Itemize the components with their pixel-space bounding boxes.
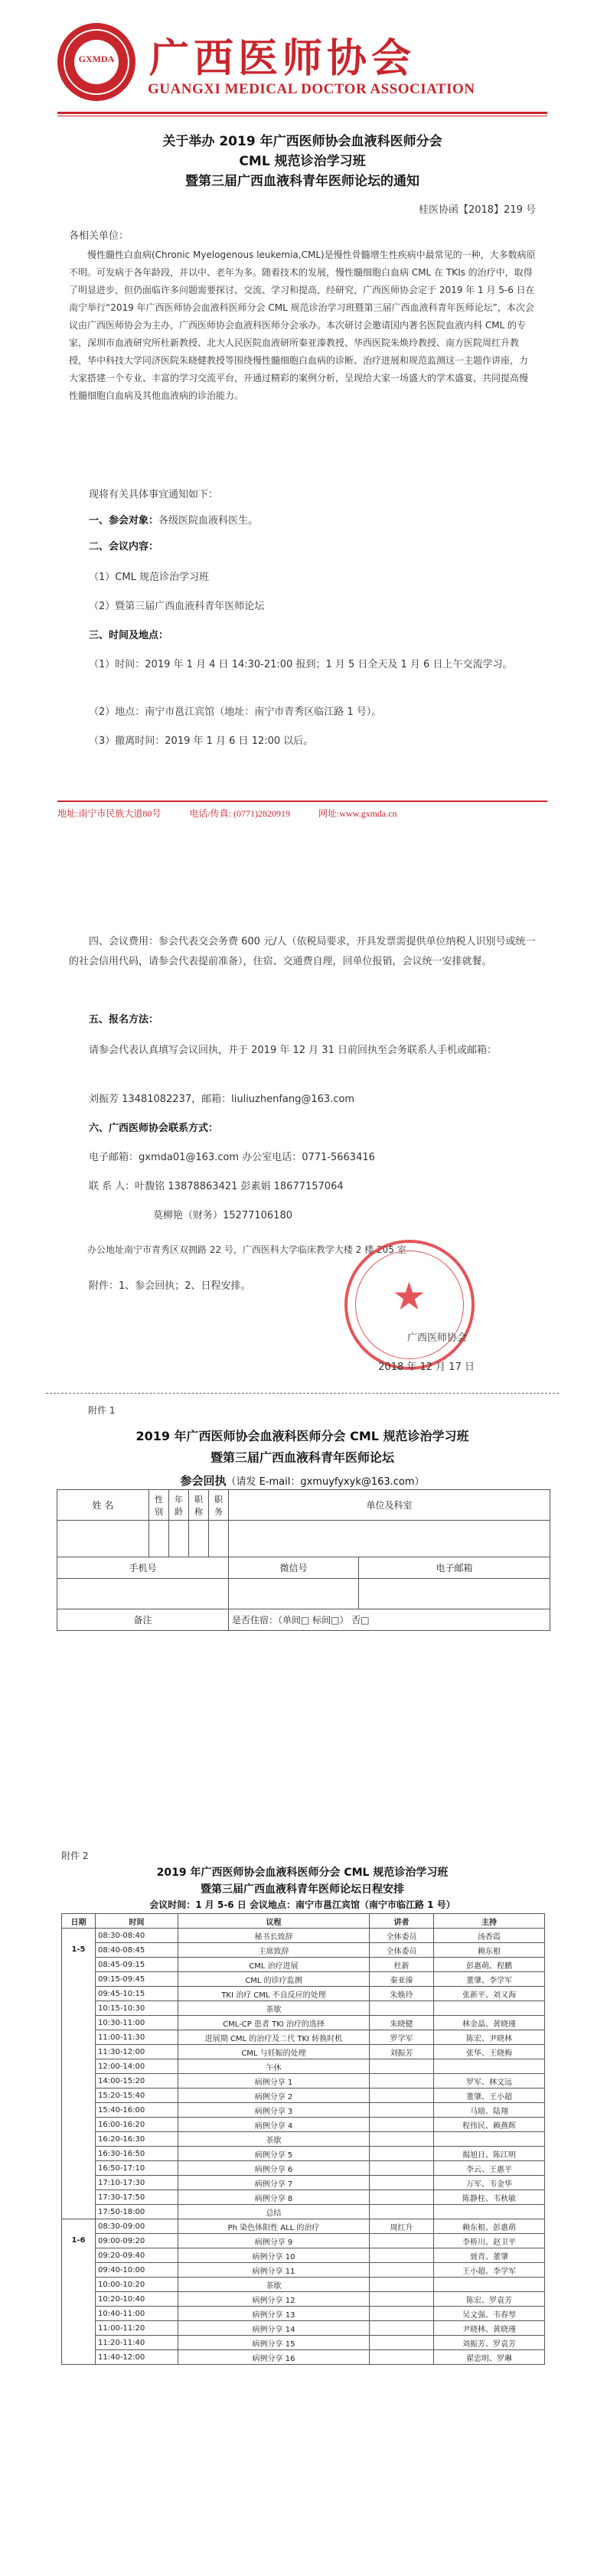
schedule-host: 赖东根、彭惠萌 — [434, 2219, 545, 2234]
schedule-row — [62, 2263, 545, 2278]
lead-text: 现将有关具体事宜通知如下： — [89, 489, 219, 501]
receipt-col-stay[interactable]: 是否住宿：（单间□ 标间□） 否□ — [229, 1609, 550, 1631]
org-name-cn: 广西医师协会 — [149, 35, 416, 82]
schedule-host: 李桥川、赵卫平 — [434, 2234, 545, 2248]
schedule-speaker — [370, 2263, 434, 2278]
schedule-agenda: 茶歇 — [178, 2132, 370, 2147]
schedule-time: 08:40-08:45 — [96, 1943, 178, 1958]
schedule-row — [62, 2132, 545, 2147]
schedule-time: 09:00-09:20 — [96, 2234, 178, 2248]
schedule-speaker — [370, 2321, 434, 2336]
schedule-speaker — [370, 2190, 434, 2205]
receipt-wechat-cell[interactable] — [229, 1579, 359, 1609]
schedule-host — [434, 2132, 545, 2147]
schedule-time: 11:00-11:20 — [96, 2321, 178, 2336]
schedule-host: 彭惠萌、程鹏 — [434, 1958, 545, 1972]
schedule-row — [62, 2059, 545, 2074]
schedule-time: 08:45-09:15 — [96, 1958, 178, 1972]
annex-1-label: 附件 1 — [88, 1405, 116, 1416]
schedule-speaker — [370, 2336, 434, 2350]
schedule-agenda: 病例分享 11 — [178, 2263, 370, 2278]
intro-paragraph: 慢性髓性白血病(Chronic Myelogenous leukemia,CML)是慢性骨髓增生性疾病中最常见的一种，大多数病原不明。可发病于各年龄段，并以中、老年为多。随着技术的发展，慢性髓细胞白血病 CML 在 TKIs 的治疗中，取得了明显进步，但仍面临许多问题需要探讨、交流、学习和提高，经研究，广西医师协会定于 2019 年 1 月 5-6 日在南宁举行“2019 年广西医师协会血液科医师分会 CML 规范诊治学习班暨第三届广西血液科青年医师论坛”，本次会议由广西医师协会为主办，广西医师协会血液科医师分会承办。本次研讨会邀请国内著名医院血液内科 CML 的专家，深圳市血液研究所杜新教授、北大人民医院血液研所秦亚溱教授、华西医院朱焕玲教授、南方医院周红升教授，华中科技大学同济医院朱晓健教授等围绕慢性髓细胞白血病的诊断、治疗进展和规范监测这一主题作讲座，力大家搭建一个专业、丰富的学习交流平台，开通过精彩的案例分析，呈现给大家一场盛大的学术盛宴，共同提高慢性髓细胞白血病及其他血液病的诊治能力。 — [69, 249, 536, 401]
signer: 广西医师协会 — [406, 1332, 467, 1344]
schedule-agenda: 病例分享 8 — [178, 2190, 370, 2205]
receipt-title: 参会回执 — [180, 1474, 227, 1488]
schedule-row — [62, 2045, 545, 2059]
schedule-agenda: 病例分享 9 — [178, 2234, 370, 2248]
schedule-host: 聂青、董肇 — [434, 2248, 545, 2263]
schedule-time: 16:00-16:20 — [96, 2118, 178, 2132]
schedule-speaker — [370, 2307, 434, 2321]
schedule-time: 15:40-16:00 — [96, 2103, 178, 2118]
receipt-col-age: 年龄 — [169, 1490, 189, 1521]
schedule-row — [62, 2074, 545, 2089]
schedule-row — [62, 2321, 545, 2336]
schedule-agenda: CML 治疗进展 — [178, 1958, 370, 1972]
schedule-speaker — [370, 2103, 434, 2118]
schedule-speaker: 杜新 — [370, 1958, 434, 1972]
schedule-speaker — [370, 2089, 434, 2103]
schedule-speaker — [370, 2248, 434, 2263]
footer-rule — [57, 801, 547, 802]
schedule-host: 陈宏、罗袁芳 — [434, 2292, 545, 2307]
document-number: 桂医协函【2018】219 号 — [418, 204, 536, 216]
schedule-speaker: 刘振芳 — [370, 2045, 434, 2059]
receipt-note: （请发 E-mail：gxmuyfyxyk@163.com） — [226, 1476, 425, 1488]
schedule-agenda: 茶歇 — [178, 2001, 370, 2016]
schedule-agenda: CML-CP 患者 TKI 治疗的选择 — [178, 2016, 370, 2030]
section-3-item-2: （2）地点：南宁市邕江宾馆（地址：南宁市青秀区临江路 1 号）。 — [89, 706, 382, 718]
section-6-finance: 莫柳艳（财务）15277106180 — [153, 1210, 292, 1221]
section-2-head: 二、会议内容： — [89, 541, 159, 553]
schedule-agenda: 进展期 CML 的治疗及二代 TKI 转换时机 — [178, 2030, 370, 2045]
section-3-item-3: （3）撤离时间：2019 年 1 月 6 日 12:00 以后。 — [89, 735, 314, 747]
annex-2-title-2: 暨第三届广西血液科青年医师论坛日程安排 — [201, 1883, 404, 1896]
notice-title-line2: CML 规范诊治学习班 — [239, 154, 366, 169]
schedule-agenda: 病例分享 10 — [178, 2248, 370, 2263]
footer-site: 网址:www.gxmda.cn — [318, 808, 397, 819]
receipt-col-email: 电子邮箱 — [359, 1557, 550, 1579]
schedule-host: 尹晓林、黄晓瑾 — [434, 2321, 545, 2336]
letterhead — [57, 23, 547, 103]
schedule-speaker — [370, 2059, 434, 2074]
schedule-time: 11:20-11:40 — [96, 2336, 178, 2350]
annex-1-title-1: 2019 年广西医师协会血液科医师分会 CML 规范诊治学习班 — [135, 1429, 469, 1443]
section-2-item-1: （1）CML 规范诊治学习班 — [89, 572, 209, 583]
schedule-time: 10:30-11:00 — [96, 2016, 178, 2030]
schedule-speaker — [370, 2234, 434, 2248]
footer-address: 地址:南宁市民族大道80号 — [57, 808, 162, 819]
schedule-table — [61, 1913, 545, 2365]
schedule-host: 翟忠明、罗琳 — [434, 2350, 545, 2365]
schedule-row — [62, 2147, 545, 2161]
schedule-agenda: 病例分享 2 — [178, 2089, 370, 2103]
section-6-head: 六、广西医师协会联系方式： — [89, 1123, 219, 1134]
header-rule — [57, 112, 547, 114]
schedule-time: 17:30-17:50 — [96, 2190, 178, 2205]
schedule-agenda: 病例分享 15 — [178, 2336, 370, 2350]
schedule-time: 10:15-10:30 — [96, 2001, 178, 2016]
schedule-time: 15:20-15:40 — [96, 2089, 178, 2103]
schedule-host: 陈宏、尹晓林 — [434, 2030, 545, 2045]
schedule-speaker: 全体委员 — [370, 1943, 434, 1958]
receipt-col-duty: 职务 — [209, 1490, 229, 1521]
schedule-time: 11:40-12:00 — [96, 2350, 178, 2365]
schedule-time: 17:10-17:30 — [96, 2176, 178, 2190]
schedule-host — [434, 2205, 545, 2219]
section-6-email[interactable]: 电子邮箱：gxmda01@163.com 办公室电话：0771-5663416 — [89, 1152, 375, 1163]
schedule-head-date: 日期 — [62, 1914, 96, 1929]
schedule-agenda: 病例分享 13 — [178, 2307, 370, 2321]
association-logo — [57, 23, 135, 101]
schedule-host: 程伟民、赖燕辉 — [434, 2118, 545, 2132]
schedule-row — [62, 2278, 545, 2292]
schedule-speaker: 朱焕玲 — [370, 1987, 434, 2001]
schedule-agenda: 病例分享 5 — [178, 2147, 370, 2161]
schedule-host: 董肇、王小超 — [434, 2089, 545, 2103]
schedule-row — [62, 2190, 545, 2205]
schedule-host: 汤香霞 — [434, 1929, 545, 1943]
schedule-agenda: 病例分享 12 — [178, 2292, 370, 2307]
schedule-row — [62, 1958, 545, 1972]
schedule-agenda: 病例分享 14 — [178, 2321, 370, 2336]
schedule-time: 10:20-10:40 — [96, 2292, 178, 2307]
schedule-speaker — [370, 2292, 434, 2307]
schedule-agenda: Ph 染色体阳性 ALL 的治疗 — [178, 2219, 370, 2234]
section-1 — [69, 511, 536, 531]
schedule-row — [62, 1929, 545, 1943]
receipt-heading — [69, 1472, 536, 1489]
section-5-head: 五、报名方法： — [89, 1014, 159, 1026]
attachments-list: 附件：1、参会回执；2、日程安排。 — [89, 1280, 251, 1292]
schedule-row — [62, 2248, 545, 2263]
schedule-time: 16:30-16:50 — [96, 2147, 178, 2161]
footer-phone: 电话/传真: (0771)2820919 — [189, 808, 291, 819]
schedule-host: 罗军、林文远 — [434, 2074, 545, 2089]
schedule-time: 16:20-16:30 — [96, 2132, 178, 2147]
schedule-time: 08:30-08:40 — [96, 1929, 178, 1943]
receipt-col-name: 姓 名 — [57, 1490, 149, 1521]
schedule-host: 陈静柱、韦秋敏 — [434, 2190, 545, 2205]
schedule-host: 张新平、刘又海 — [434, 1987, 545, 2001]
schedule-speaker — [370, 2350, 434, 2365]
schedule-agenda: 午休 — [178, 2059, 370, 2074]
schedule-host: 吴文强、韦春琴 — [434, 2307, 545, 2321]
schedule-time: 09:15-09:45 — [96, 1972, 178, 1987]
receipt-col-note: 备注 — [57, 1609, 229, 1631]
schedule-host: 李云、王惠平 — [434, 2161, 545, 2176]
section-5-contact: 刘振芳 13481082237，邮箱：liuliuzhenfang@163.com — [89, 1094, 355, 1105]
footer — [57, 807, 547, 820]
notice-title-line3: 暨第三届广西血液科青年医师论坛的通知 — [185, 174, 419, 189]
receipt-col-unit: 单位及科室 — [229, 1490, 550, 1521]
schedule-agenda: 病例分享 3 — [178, 2103, 370, 2118]
schedule-time: 09:20-09:40 — [96, 2248, 178, 2263]
schedule-row — [62, 2089, 545, 2103]
schedule-speaker — [370, 2118, 434, 2132]
schedule-row — [62, 2292, 545, 2307]
schedule-agenda: TKI 治疗 CML 不良反应的处理 — [178, 1987, 370, 2001]
schedule-day: 1-5 — [62, 1929, 96, 2219]
schedule-host: 揭旭日、陈江明 — [434, 2147, 545, 2161]
schedule-host — [434, 2278, 545, 2292]
schedule-time: 12:00-14:00 — [96, 2059, 178, 2074]
schedule-row — [62, 2336, 545, 2350]
schedule-time: 10:40-11:00 — [96, 2307, 178, 2321]
section-3-item-1: （1）时间：2019 年 1 月 4 日 14:30-21:00 报到；1 月 5 日全天及 1 月 6 日上午交流学习。 — [89, 659, 513, 670]
schedule-host: 林金晶、黄晓瑾 — [434, 2016, 545, 2030]
section-6-address: 办公地址南宁市青秀区双拥路 22 号，广西医科大学临床教学大楼 2 楼 205 室 — [87, 1244, 406, 1255]
page-divider — [46, 1393, 559, 1394]
schedule-speaker — [370, 2074, 434, 2089]
section-1-head: 一、参会对象： — [89, 515, 159, 527]
schedule-row — [62, 2001, 545, 2016]
schedule-row — [62, 2176, 545, 2190]
schedule-day: 1-6 — [62, 2219, 96, 2365]
schedule-host — [434, 2001, 545, 2016]
schedule-row — [62, 2103, 545, 2118]
schedule-time: 11:30-12:00 — [96, 2045, 178, 2059]
schedule-host — [434, 2059, 545, 2074]
schedule-agenda: 病例分享 1 — [178, 2074, 370, 2089]
receipt-phone-cell[interactable] — [57, 1579, 229, 1609]
schedule-speaker: 全体委员 — [370, 1929, 434, 1943]
schedule-agenda: 病例分享 4 — [178, 2118, 370, 2132]
schedule-agenda: 病例分享 6 — [178, 2161, 370, 2176]
receipt-table — [57, 1489, 550, 1631]
schedule-agenda: 茶歇 — [178, 2278, 370, 2292]
schedule-speaker — [370, 2132, 434, 2147]
schedule-host: 马励、陆翔 — [434, 2103, 545, 2118]
schedule-speaker: 罗学军 — [370, 2030, 434, 2045]
receipt-email-cell[interactable] — [359, 1579, 550, 1609]
schedule-speaker — [370, 2161, 434, 2176]
receipt-col-sex: 性别 — [149, 1490, 169, 1521]
schedule-row — [62, 1943, 545, 1958]
schedule-head-speaker: 讲者 — [370, 1914, 434, 1929]
notice-date: 2018 年 12 月 17 日 — [378, 1361, 475, 1373]
annex-2-title-1: 2019 年广西医师协会血液科医师分会 CML 规范诊治学习班 — [156, 1867, 449, 1879]
schedule-time: 08:30-09:00 — [96, 2219, 178, 2234]
logo-text: GXMDA — [78, 54, 115, 64]
schedule-row — [62, 1972, 545, 1987]
schedule-speaker — [370, 2278, 434, 2292]
schedule-time: 10:00-10:20 — [96, 2278, 178, 2292]
org-name-en: GUANGXI MEDICAL DOCTOR ASSOCIATION — [148, 81, 475, 97]
schedule-host: 刘振芳、罗袁芳 — [434, 2336, 545, 2350]
schedule-row — [62, 2234, 545, 2248]
schedule-agenda: CML 的诊疗监测 — [178, 1972, 370, 1987]
receipt-col-title: 职称 — [189, 1490, 209, 1521]
schedule-head-agenda: 议程 — [178, 1914, 370, 1929]
annex-1-title-2: 暨第三届广西血液科青年医师论坛 — [210, 1450, 394, 1465]
receipt-col-phone: 手机号 — [57, 1557, 229, 1579]
section-3-head: 三、时间及地点： — [89, 630, 169, 641]
receipt-col-wechat: 微信号 — [229, 1557, 359, 1579]
schedule-head-host: 主持 — [434, 1914, 545, 1929]
schedule-time: 09:40-10:00 — [96, 2263, 178, 2278]
schedule-row — [62, 2161, 545, 2176]
schedule-meta: 会议时间：1 月 5-6 日 会议地点：南宁市邕江宾馆（南宁市临江路 1 号） — [149, 1899, 455, 1910]
schedule-speaker — [370, 2147, 434, 2161]
schedule-host: 张华、王晓梅 — [434, 2045, 545, 2059]
schedule-head-time: 时间 — [96, 1914, 178, 1929]
schedule-speaker: 周红升 — [370, 2219, 434, 2234]
schedule-row — [62, 2307, 545, 2321]
section-1-text: 各级医院血液科医生。 — [158, 515, 259, 527]
schedule-time: 14:00-15:20 — [96, 2074, 178, 2089]
schedule-speaker: 朱晓健 — [370, 2016, 434, 2030]
schedule-host: 万军、韦金华 — [434, 2176, 545, 2190]
schedule-time: 11:00-11:30 — [96, 2030, 178, 2045]
schedule-host: 董肇、李学军 — [434, 1972, 545, 1987]
schedule-agenda: 主席致辞 — [178, 1943, 370, 1958]
schedule-row — [62, 1987, 545, 2001]
receipt-unit-cell[interactable] — [229, 1521, 550, 1557]
schedule-speaker — [370, 2001, 434, 2016]
notice-title-line1: 关于举办 2019 年广西医师协会血液科医师分会 — [162, 134, 442, 149]
annex-2-label: 附件 2 — [61, 1850, 89, 1861]
schedule-agenda: CML 与妊娠的处理 — [178, 2045, 370, 2059]
schedule-host: 赖东根 — [434, 1943, 545, 1958]
schedule-host: 王小超、李学军 — [434, 2263, 545, 2278]
schedule-time: 16:50-17:10 — [96, 2161, 178, 2176]
schedule-agenda: 秘书长致辞 — [178, 1929, 370, 1943]
schedule-row — [62, 2219, 545, 2234]
schedule-speaker — [370, 2205, 434, 2219]
schedule-row — [62, 2118, 545, 2132]
schedule-row — [62, 2205, 545, 2219]
schedule-row — [62, 2030, 545, 2045]
schedule-time: 09:45-10:15 — [96, 1987, 178, 2001]
schedule-speaker: 秦亚溱 — [370, 1972, 434, 1987]
salutation: 各相关单位： — [69, 230, 129, 242]
official-seal — [344, 1240, 475, 1370]
schedule-time: 17:50-18:00 — [96, 2205, 178, 2219]
section-2-item-2: （2）暨第三届广西血液科青年医师论坛 — [89, 601, 265, 612]
schedule-agenda: 病例分享 16 — [178, 2350, 370, 2365]
section-6-contacts: 联 系 人：叶馥铭 13878863421 彭素娟 18677157064 — [89, 1181, 344, 1192]
schedule-agenda: 病例分享 7 — [178, 2176, 370, 2190]
schedule-speaker — [370, 2176, 434, 2190]
seal-star-icon: ★ — [392, 1274, 426, 1319]
section-4: 四、会议费用：参会代表交会务费 600 元/人（依税局要求，开具发票需提供单位纳税人识别号或统一的社会信用代码，请参会代表提前准备），住宿、交通费自理，回单位报销，会议统一安排就餐。 — [69, 936, 536, 967]
schedule-agenda: 总结 — [178, 2205, 370, 2219]
schedule-row — [62, 2350, 545, 2365]
receipt-name-cell[interactable] — [57, 1521, 149, 1557]
schedule-row — [62, 2016, 545, 2030]
section-5-text: 请参会代表认真填写会议回执，并于 2019 年 12 月 31 日前回执至会务联系人手机或邮箱： — [89, 1045, 497, 1056]
